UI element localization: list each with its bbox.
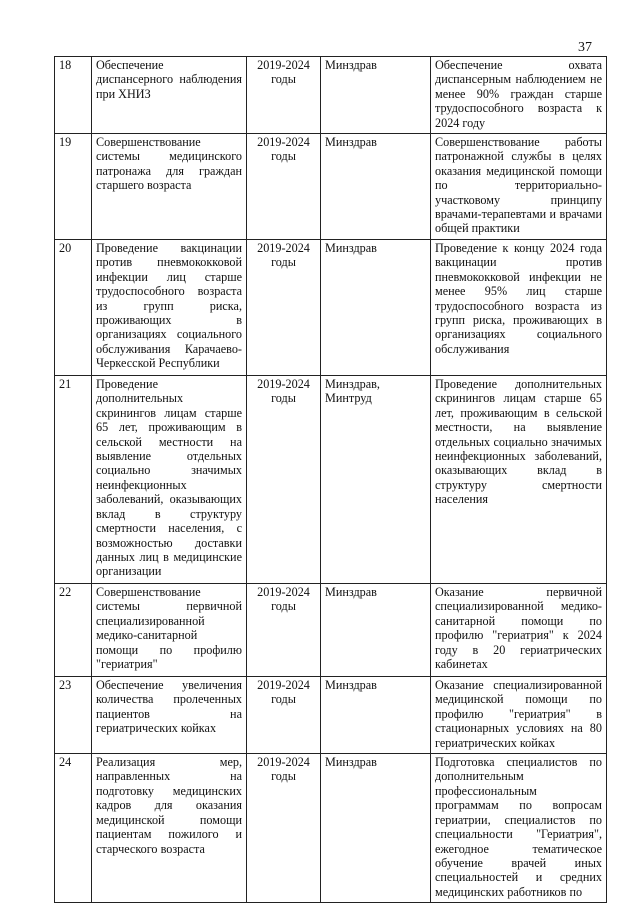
result-cell: Проведение к концу 2024 года вакцинации против пневмококковой инфекции не менее 95% лиц старше трудоспособного возраста из групп риска, проживающих в организациях социального обслуживания xyxy=(431,240,607,376)
event-cell: Совершенствование системы медицинского патронажа для граждан старшего возраста xyxy=(92,134,247,240)
row-number: 18 xyxy=(55,57,92,134)
row-number: 21 xyxy=(55,376,92,584)
row-number: 19 xyxy=(55,134,92,240)
table-row xyxy=(55,376,607,584)
event-cell: Реализация мер, направленных на подготовку медицинских кадров для оказания медицинской помощи пациентам пожилого и старческого возраста xyxy=(92,754,247,903)
table-row xyxy=(55,677,607,754)
result-cell: Оказание первичной специализированной медико-санитарной помощи по профилю "гериатрия" к 2024 году в 20 гериатрических кабинетах xyxy=(431,584,607,677)
table-row xyxy=(55,240,607,376)
event-cell: Проведение дополнительных скринингов лицам старше 65 лет, проживающим в сельской местности на выявление отдельных социально значимых неинфекционных заболеваний, оказывающих вклад в структуру смертности населения, с возможностью доставки данных лиц в медицинские организации xyxy=(92,376,247,584)
period-cell: 2019-2024 годы xyxy=(247,134,321,240)
event-cell: Обеспечение диспансерного наблюдения при ХНИЗ xyxy=(92,57,247,134)
row-number: 24 xyxy=(55,754,92,903)
result-cell: Оказание специализированной медицинской помощи по профилю "гериатрия" в стационарных условиях на 80 гериатрических койках xyxy=(431,677,607,754)
period-cell: 2019-2024 годы xyxy=(247,677,321,754)
executor-cell: Минздрав, Минтруд xyxy=(321,376,431,584)
result-cell: Обеспечение охвата диспансерным наблюдением не менее 90% граждан старше трудоспособного возраста к 2024 году xyxy=(431,57,607,134)
result-cell: Подготовка специалистов по дополнительным профессиональным программам по вопросам гериатрии, специалистов по специальности "Гериатрия", ежегодное тематическое обучение врачей иных специальностей и средних медицинских работников по xyxy=(431,754,607,903)
table-row xyxy=(55,754,607,903)
executor-cell: Минздрав xyxy=(321,134,431,240)
result-cell: Совершенствование работы патронажной службы в целях оказания медицинской помощи по территориально-участковому принципу врачами-терапевтами и врачами общей практики xyxy=(431,134,607,240)
table-row xyxy=(55,57,607,134)
period-cell: 2019-2024 годы xyxy=(247,57,321,134)
period-cell: 2019-2024 годы xyxy=(247,240,321,376)
row-number: 22 xyxy=(55,584,92,677)
period-cell: 2019-2024 годы xyxy=(247,754,321,903)
table-row xyxy=(55,134,607,240)
event-cell: Проведение вакцинации против пневмококковой инфекции лиц старше трудоспособного возраста из групп риска, проживающих в организациях социального обслуживания Карачаево-Черкесской Республики xyxy=(92,240,247,376)
executor-cell: Минздрав xyxy=(321,584,431,677)
period-cell: 2019-2024 годы xyxy=(247,376,321,584)
executor-cell: Минздрав xyxy=(321,240,431,376)
table-row xyxy=(55,584,607,677)
measures-table xyxy=(54,56,607,903)
executor-cell: Минздрав xyxy=(321,57,431,134)
executor-cell: Минздрав xyxy=(321,677,431,754)
result-cell: Проведение дополнительных скринингов лицам старше 65 лет, проживающим в сельской местности, на выявление отдельных социально значимых неинфекционных заболеваний, оказывающих вклад в структуру смертности населения xyxy=(431,376,607,584)
page-number: 37 xyxy=(578,40,592,55)
event-cell: Совершенствование системы первичной специализированной медико-санитарной помощи по профилю "гериатрия" xyxy=(92,584,247,677)
executor-cell: Минздрав xyxy=(321,754,431,903)
row-number: 23 xyxy=(55,677,92,754)
period-cell: 2019-2024 годы xyxy=(247,584,321,677)
event-cell: Обеспечение увеличения количества пролеченных пациентов на гериатрических койках xyxy=(92,677,247,754)
row-number: 20 xyxy=(55,240,92,376)
